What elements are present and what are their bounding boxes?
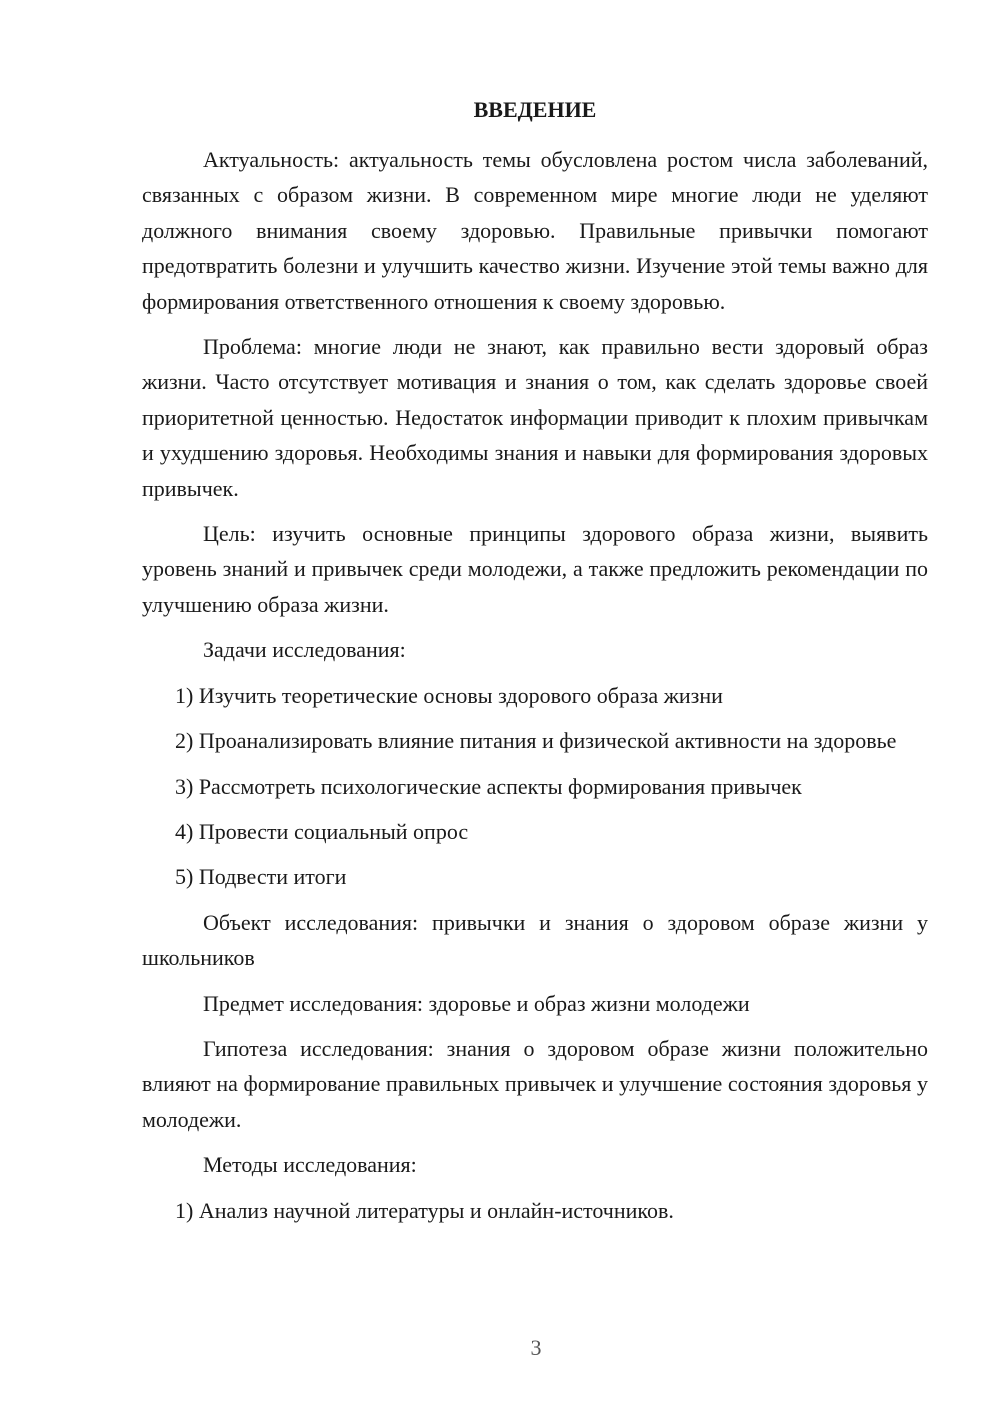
paragraph-goal: Цель: изучить основные принципы здорового образа жизни, выявить уровень знаний и привычек среди молодежи, а также предложить рекомендации по улучшению образа жизни. [142, 521, 928, 617]
page-title: ВВЕДЕНИЕ [473, 97, 597, 122]
paragraph-problem: Проблема: многие люди не знают, как правильно вести здоровый образ жизни. Часто отсутствует мотивация и знания о том, как сделать здоровье своей приоритетной ценностью. Недостаток информации приводит к плохим привычкам и ухудшению здоровья. Необходимы знания и навыки для формирования здоровых привычек. [142, 334, 928, 501]
paragraph-subject: Предмет исследования: здоровье и образ жизни молодежи [203, 990, 750, 1016]
paragraph-hypothesis: Гипотеза исследования: знания о здоровом образе жизни положительно влияют на формирование правильных привычек и улучшение состояния здоровья у молодежи. [142, 1035, 928, 1132]
method-item-1: 1) Анализ научной литературы и онлайн-источников. [175, 1197, 674, 1223]
methods-heading: Методы исследования: [203, 1152, 417, 1178]
page-number: 3 [530, 1335, 542, 1360]
task-item-2: 2) Проанализировать влияние питания и физической активности на здоровье [175, 728, 897, 754]
paragraph-object: Объект исследования: привычки и знания о здоровом образе жизни у школьников [142, 909, 928, 971]
body-text [142, 142, 928, 1228]
task-item-4: 4) Провести социальный опрос [175, 818, 469, 844]
task-item-3: 3) Рассмотреть психологические аспекты формирования привычек [175, 773, 802, 799]
task-item-5: 5) Подвести итоги [175, 864, 347, 890]
tasks-heading: Задачи исследования: [203, 637, 406, 663]
task-item-1: 1) Изучить теоретические основы здорового образа жизни [175, 682, 723, 708]
paragraph-relevance: Актуальность: актуальность темы обусловлена ростом числа заболеваний, связанных с образом жизни. В современном мире многие люди не уделяют должного внимания своему здоровью. Правильные привычки помогают предотвратить болезни и улучшить качество жизни. Изучение этой темы важно для формирования ответственного отношения к своему здоровью. [142, 147, 928, 314]
